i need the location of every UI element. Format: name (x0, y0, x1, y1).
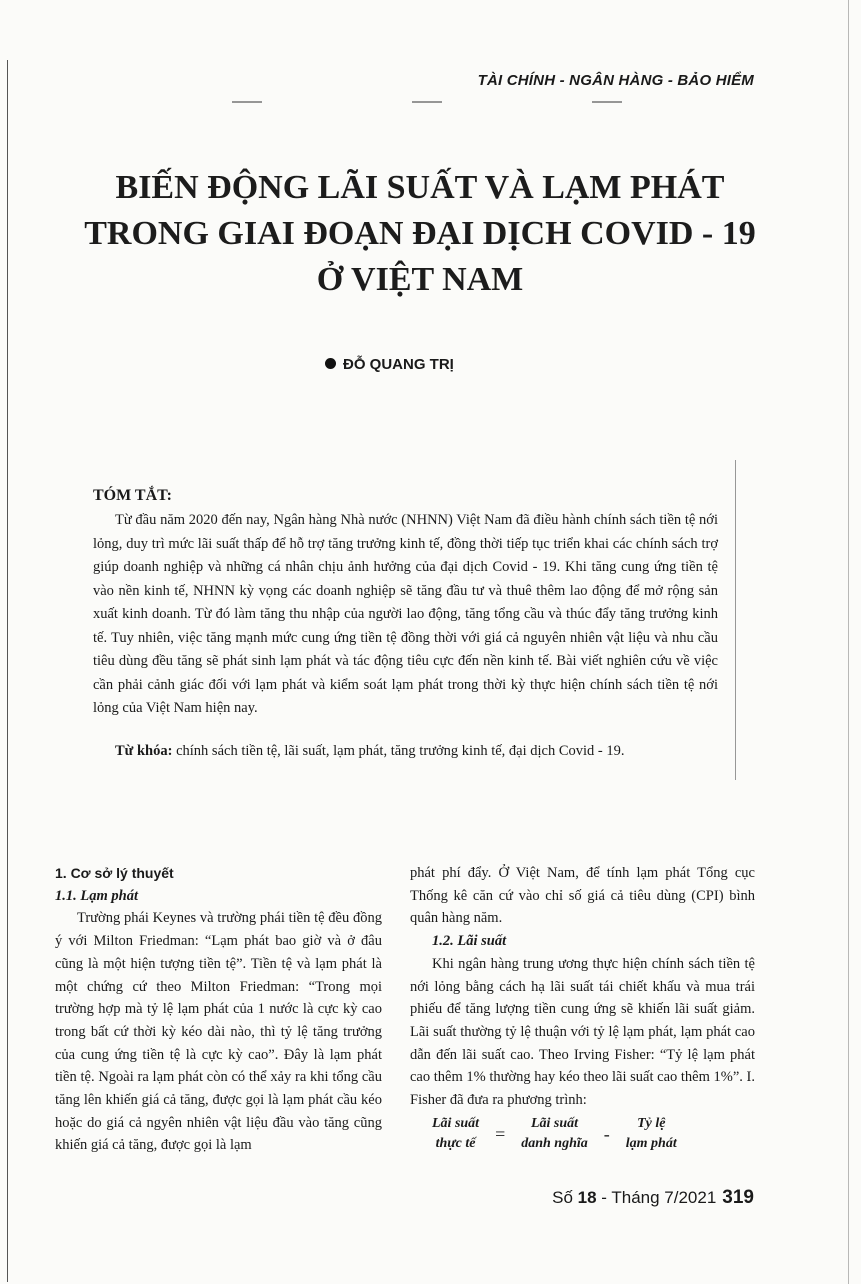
right-margin-rule (735, 460, 736, 780)
issue-label: Số (552, 1188, 578, 1207)
title-line: BIẾN ĐỘNG LÃI SUẤT VÀ LẠM PHÁT (115, 169, 725, 206)
section-heading: 1. Cơ sở lý thuyết (55, 865, 174, 881)
formula-term (432, 1114, 479, 1154)
subsection-heading: 1.2. Lãi suất (432, 933, 507, 950)
title-line: Ở VIỆT NAM (316, 261, 524, 298)
minus-sign: - (603, 1123, 610, 1144)
bullet-icon (325, 358, 336, 369)
body-column-right (410, 862, 755, 1154)
body-paragraph: phát phí đẩy. Ở Việt Nam, để tính lạm phát Tổng cục Thống kê căn cứ vào chỉ số giá cả tiêu dùng (CPI) bình quân hàng năm. (410, 865, 755, 927)
formula-term-bottom: lạm phát (625, 1135, 677, 1151)
page-footer (552, 1187, 754, 1209)
subsection-heading: 1.1. Lạm phát (55, 887, 138, 904)
body-paragraph: Khi ngân hàng trung ương thực hiện chính sách tiền tệ nới lỏng bằng cách hạ lãi suất tái chiết khấu và mua trái phiếu để tăng lượng tiền cung ứng sẽ khiến lãi suất giảm. Lãi suất thường tỷ lệ thuận với tỷ lệ lạm phát, lạm phát cao dẫn đến lãi suất cao. Theo Irving Fisher: “Tỷ lệ lạm phát cao thêm 1% thường hay kéo theo lãi suất cao thêm 1%”. I. Fisher đã đưa ra phương trình: (410, 955, 755, 1109)
formula-term-top: Lãi suất (432, 1115, 480, 1131)
body-column-left (55, 862, 382, 1157)
fisher-equation (410, 1114, 755, 1154)
title-line: TRONG GIAI ĐOẠN ĐẠI DỊCH COVID - 19 (84, 215, 756, 252)
formula-term (626, 1114, 677, 1154)
article-title (40, 165, 800, 303)
issue-date: - Tháng 7/2021 (596, 1188, 717, 1207)
left-margin-rule (7, 60, 8, 1282)
equals-sign: = (495, 1123, 506, 1144)
keywords (93, 740, 718, 764)
formula-term (521, 1114, 588, 1154)
journal-section-label: TÀI CHÍNH - NGÂN HÀNG - BẢO HIỂM (477, 72, 754, 89)
keywords-list: chính sách tiền tệ, lãi suất, lạm phát, tăng trưởng kinh tế, đại dịch Covid - 19. (172, 743, 625, 759)
issue-number: 18 (577, 1188, 597, 1207)
author-byline (325, 356, 454, 373)
keywords-label: Từ khóa: (115, 743, 173, 759)
page-number: 319 (722, 1187, 754, 1208)
formula-term-bottom: thực tế (435, 1135, 476, 1151)
abstract-heading: TÓM TẮT: (93, 487, 172, 504)
formula-term-bottom: danh nghĩa (521, 1135, 588, 1151)
body-paragraph: Trường phái Keynes và trường phái tiền tệ đều đồng ý với Milton Friedman: “Lạm phát bao giờ và ở đâu cũng là một hiện tượng tiền tệ”. Tiền tệ và lạm phát là một chứng cứ theo Milton Friedman: “Trong mọi trường hợp mà tỷ lệ lạm phát của 1 nước là cực kỳ cao trong bất cứ thời kỳ kéo dài nào, thì tỷ lệ tăng trưởng của cung ứng tiền tệ là cực kỳ cao”. Đây là lạm phát tiền tệ. Ngoài ra lạm phát còn có thể xảy ra khi tổng cầu tăng lên khiến giá cả tăng, được gọi là lạm phát cầu kéo hoặc do giá cả ngyên nhiên vật liệu đầu vào tăng cũng khiến giá cả tăng, được gọi là lạm (55, 910, 382, 1154)
far-right-rule (848, 0, 849, 1284)
abstract-text: Từ đầu năm 2020 đến nay, Ngân hàng Nhà nước (NHNN) Việt Nam đã điều hành chính sách tiền tệ nới lỏng, duy trì mức lãi suất thấp để hỗ trợ tăng trưởng kinh tế, đồng thời tiếp tục triển khai các chính sách trợ giúp doanh nghiệp và những cá nhân chịu ảnh hưởng của đại dịch Covid - 19. Khi tăng cung ứng tiền tệ vào nền kinh tế, NHNN kỳ vọng các doanh nghiệp sẽ tăng đầu tư và thuê thêm lao động để mở rộng sản xuất kinh doanh. Từ đó làm tăng thu nhập của người lao động, tăng tổng cầu và thúc đẩy tăng trưởng kinh tế. Tuy nhiên, việc tăng mạnh mức cung ứng tiền tệ đồng thời với giá cả nguyên nhiên vật liệu và nhu cầu tiêu dùng đều tăng sẽ phát sinh lạm phát và tác động tiêu cực đến nền kinh tế. Bài viết nghiên cứu về việc cần phải cảnh giác đối với lạm phát và kiểm soát lạm phát trong thời kỳ thực hiện chính sách tiền tệ nới lỏng của Việt Nam hiện nay. (93, 512, 718, 716)
header-rule (232, 101, 748, 103)
formula-term-top: Lãi suất (530, 1115, 579, 1131)
formula-term-top: Tỷ lệ (637, 1115, 666, 1131)
author-name: ĐỖ QUANG TRỊ (343, 356, 454, 373)
